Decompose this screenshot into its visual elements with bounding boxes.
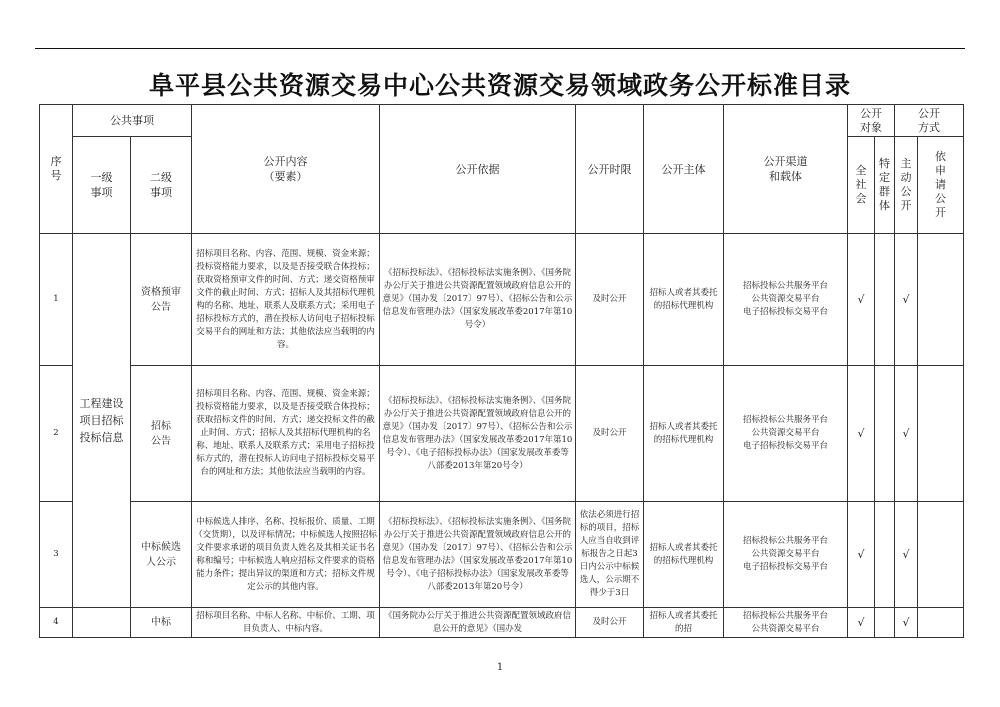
category-continued — [73, 608, 131, 638]
page-title: 阜平县公共资源交易中心公共资源交易领域政务公开标准目录 — [148, 71, 851, 100]
check-mark: √ — [895, 608, 918, 638]
header-seq — [40, 105, 73, 234]
level2-item — [131, 366, 192, 502]
basis-cell: 《国务院办公厅关于推进公共资源配置领域政府信息公开的意见》（国办发 — [380, 608, 576, 638]
content-cell: 招标项目名称、中标人名称、中标价、工期、项目负责人、中标内容。 — [192, 608, 380, 638]
row-number: 2 — [40, 366, 73, 502]
header-aud-specific — [875, 137, 895, 234]
header-basis: 公开依据 — [380, 105, 576, 234]
content-cell: 中标候选人排序、名称、投标报价、质量、工期（交货期），以及评标情况；中标候选人按照招标文件要求承诺的项目负责人姓名及其相关证书名称和编号；中标候选人响应招标文件要求的资格能力条件；提出异议的渠道和方式；招标文件规定公示的其他内容。 — [192, 502, 380, 608]
check-mark: √ — [848, 366, 875, 502]
channel-cell: 招标投标公共服务平台 公共资源交易平台 电子招标投标交易平台 — [724, 234, 848, 366]
header-method-label: 公开方式 — [918, 106, 940, 134]
header-content-label: 公开内容 — [263, 155, 308, 168]
subject-cell: 招标人或者其委托的招标代理机构 — [644, 366, 724, 502]
level2-label: 中标 — [151, 616, 171, 628]
empty-cell — [875, 502, 895, 608]
header-aud-all — [848, 137, 875, 234]
empty-cell — [875, 608, 895, 638]
header-level2 — [131, 137, 192, 234]
category-label: 工程建设项目招标投标信息 — [79, 397, 124, 444]
channel-cell: 招标投标公共服务平台 公共资源交易平台 电子招标投标交易平台 — [724, 502, 848, 608]
check-mark: √ — [848, 608, 875, 638]
row-number: 1 — [40, 234, 73, 366]
time-cell: 及时公开 — [576, 234, 644, 366]
check-mark: √ — [848, 502, 875, 608]
page-number: 1 — [496, 662, 504, 673]
top-rule — [35, 48, 965, 49]
header-meth-request — [918, 137, 964, 234]
check-mark: √ — [895, 366, 918, 502]
subject-cell: 招标人或者其委托的招标代理机构 — [644, 234, 724, 366]
table-row — [40, 608, 964, 638]
header-audience — [848, 105, 895, 137]
subject-cell: 招标人或者其委托的招标代理机构 — [644, 502, 724, 608]
content-cell: 招标项目名称、内容、范围、规模、资金来源；投标资格能力要求，以及是否接受联合体投标；获取资格预审文件的时间、方式；递交资格预审文件的截止时间、方式；招标人及其招标代理机构的名称、地址、联系人及联系方式；采用电子招标投标方式的，潜在投标人访问电子招标投标交易平台的网址和方法；其他依法应当载明的内容。 — [192, 234, 380, 366]
time-cell: 及时公开 — [576, 608, 644, 638]
content-cell: 招标项目名称、内容、范围、规模、资金来源；投标资格能力要求，以及是否接受联合体投标；获取招标文件的时间、方式；递交投标文件的截止时间、方式；招标人及其招标代理机构的名称、地址、联系人及联系方式；采用电子招标投标方式的，潜在投标人访问电子招标投标交易平台的网址和方法；其他依法应当载明的内容。 — [192, 366, 380, 502]
time-cell: 依法必须进行招标的项目，招标人应当自收到评标报告之日起3日内公示中标候选人，公示期不得少于3日 — [576, 502, 644, 608]
level2-item — [131, 234, 192, 366]
empty-cell — [918, 608, 964, 638]
basis-cell: 《招标投标法》、《招标投标法实施条例》、《国务院办公厅关于推进公共资源配置领域政府信息公开的意见》（国办发〔2017〕97号）、《招标公告和公示信息发布管理办法》（国家发展改革委2017年第10号令）、《电子招标投标办法》（国家发展改革委等八部委2013年第20号令） — [380, 366, 576, 502]
header-subject: 公开主体 — [644, 105, 724, 234]
table-row — [40, 502, 964, 608]
row-number: 3 — [40, 502, 73, 608]
empty-cell — [875, 366, 895, 502]
empty-cell — [918, 366, 964, 502]
header-audience-label: 公开对象 — [860, 106, 882, 134]
header-meth-active — [895, 137, 918, 234]
header-public-items: 公共事项 — [73, 105, 192, 137]
header-meth-active-label: 主动公开 — [900, 157, 912, 212]
header-method — [895, 105, 964, 137]
channel-cell: 招标投标公共服务平台 公共资源交易平台 电子招标投标交易平台 — [724, 366, 848, 502]
level2-item — [131, 608, 192, 638]
header-aud-specific-label: 特定群体 — [879, 157, 890, 212]
header-level1 — [73, 137, 131, 234]
check-mark: √ — [895, 502, 918, 608]
header-aud-all-label: 全社会 — [855, 164, 867, 205]
empty-cell — [918, 234, 964, 366]
category-cell — [73, 234, 131, 608]
time-cell: 及时公开 — [576, 366, 644, 502]
disclosure-table — [39, 104, 964, 638]
header-level2-label: 二级事项 — [150, 171, 172, 199]
header-content-sub: （要素） — [263, 170, 308, 183]
row-number: 4 — [40, 608, 73, 638]
header-time: 公开时限 — [576, 105, 644, 234]
empty-cell — [918, 502, 964, 608]
check-mark: √ — [895, 234, 918, 366]
table-row — [40, 234, 964, 366]
header-content — [192, 105, 380, 234]
check-mark: √ — [848, 234, 875, 366]
empty-cell — [875, 234, 895, 366]
level2-label: 中标候选人公示 — [141, 541, 181, 568]
channel-cell: 招标投标公共服务平台 公共资源交易平台 — [724, 608, 848, 638]
table-row — [40, 366, 964, 502]
subject-cell: 招标人或者其委托的招 — [644, 608, 724, 638]
header-channel — [724, 105, 848, 234]
header-channel-label: 公开渠道 — [763, 155, 808, 168]
basis-cell: 《招标投标法》、《招标投标法实施条例》、《国务院办公厅关于推进公共资源配置领域政府信息公开的意见》（国办发〔2017〕97号）、《招标公告和公示信息发布管理办法》（国家发展改革委2017年第10号令） — [380, 234, 576, 366]
level2-item — [131, 502, 192, 608]
level2-label: 招标公告 — [151, 420, 171, 447]
header-meth-request-label: 依申请公开 — [935, 150, 946, 219]
header-channel-sub: 和载体 — [769, 170, 802, 183]
header-seq-label: 序号 — [50, 155, 62, 182]
basis-cell: 《招标投标法》、《招标投标法实施条例》、《国务院办公厅关于推进公共资源配置领域政府信息公开的意见》（国办发〔2017〕97号）、《招标公告和公示信息发布管理办法》（国家发展改革委2017年第10号令）、《电子招标投标办法》（国家发展改革委等八部委2013年第20号令） — [380, 502, 576, 608]
level2-label: 资格预审公告 — [141, 286, 181, 313]
header-level1-label: 一级事项 — [90, 171, 113, 199]
